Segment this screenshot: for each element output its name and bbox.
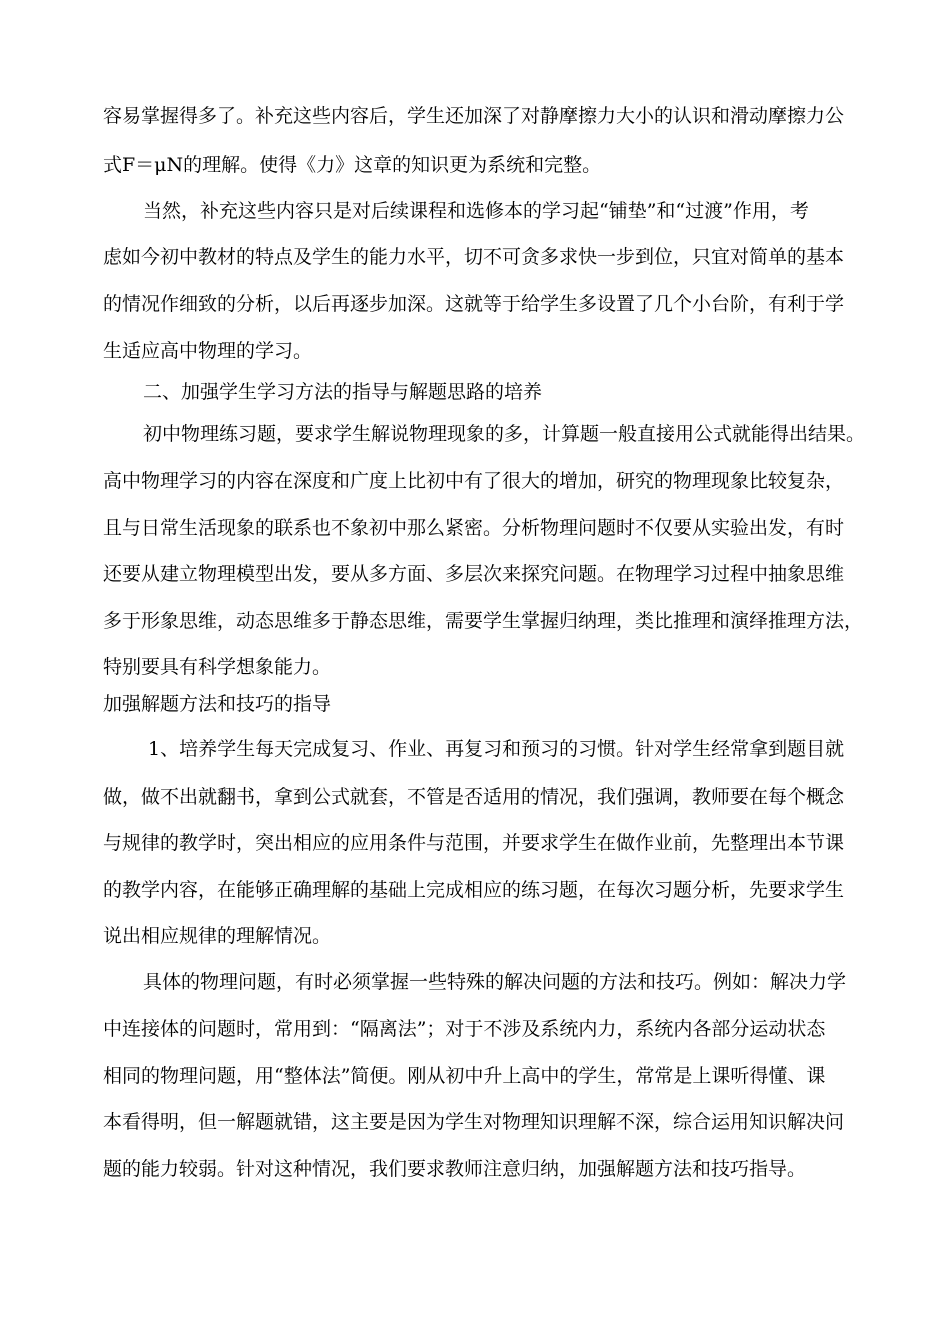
paragraph-line: 相同的物理问题，用“整体法”简便。刚从初中升上高中的学生，常常是上课听得懂、课 <box>103 1065 826 1087</box>
section-heading: 二、加强学生学习方法的指导与解题思路的培养 <box>143 381 543 403</box>
paragraph-line: 多于形象思维，动态思维多于静态思维，需要学生掌握归纳理，类比推理和演绎推理方法， <box>103 610 864 632</box>
paragraph-line: 特别要具有科学想象能力。 <box>103 656 332 678</box>
paragraph-line: 题的能力较弱。针对这种情况，我们要求教师注意归纳，加强解题方法和技巧指导。 <box>103 1158 807 1180</box>
paragraph-line: 与规律的教学时，突出相应的应用条件与范围，并要求学生在做作业前，先整理出本节课 <box>103 832 845 854</box>
paragraph-line: 且与日常生活现象的联系也不象初中那么紧密。分析物理问题时不仅要从实验出发，有时 <box>103 517 845 539</box>
sub-heading: 加强解题方法和技巧的指导 <box>103 693 332 715</box>
paragraph-line: 生适应高中物理的学习。 <box>103 340 313 362</box>
paragraph-line: 1、培养学生每天完成复习、作业、再复习和预习的习惯。针对学生经常拿到题目就 <box>148 738 845 760</box>
paragraph-line: 当然，补充这些内容只是对后续课程和选修本的学习起“铺垫”和“过渡”作用，考 <box>143 200 809 222</box>
paragraph-line: 做，做不出就翻书，拿到公式就套，不管是否适用的情况，我们强调，教师要在每个概念 <box>103 786 845 808</box>
paragraph-line: 初中物理练习题，要求学生解说物理现象的多，计算题一般直接用公式就能得出结果。 <box>143 423 866 445</box>
paragraph-line: 具体的物理问题，有时必须掌握一些特殊的解决问题的方法和技巧。例如：解决力学 <box>143 971 847 993</box>
paragraph-line: 说出相应规律的理解情况。 <box>103 925 332 947</box>
paragraph-line: 高中物理学习的内容在深度和广度上比初中有了很大的增加，研究的物理现象比较复杂， <box>103 470 845 492</box>
paragraph-line: 式F＝μN的理解。使得《力》这章的知识更为系统和完整。 <box>103 154 602 176</box>
paragraph-line: 中连接体的问题时，常用到：“隔离法”；对于不涉及系统内力，系统内各部分运动状态 <box>103 1018 826 1040</box>
paragraph-line: 的教学内容，在能够正确理解的基础上完成相应的练习题，在每次习题分析，先要求学生 <box>103 879 845 901</box>
paragraph-line: 的情况作细致的分析，以后再逐步加深。这就等于给学生多设置了几个小台阶，有利于学 <box>103 293 845 315</box>
paragraph-line: 本看得明，但一解题就错，这主要是因为学生对物理知识理解不深，综合运用知识解决问 <box>103 1111 845 1133</box>
paragraph-line: 虑如今初中教材的特点及学生的能力水平，切不可贪多求快一步到位，只宜对简单的基本 <box>103 246 845 268</box>
paragraph-line: 还要从建立物理模型出发，要从多方面、多层次来探究问题。在物理学习过程中抽象思维 <box>103 563 845 585</box>
paragraph-line: 容易掌握得多了。补充这些内容后，学生还加深了对静摩擦力大小的认识和滑动摩擦力公 <box>103 105 845 127</box>
